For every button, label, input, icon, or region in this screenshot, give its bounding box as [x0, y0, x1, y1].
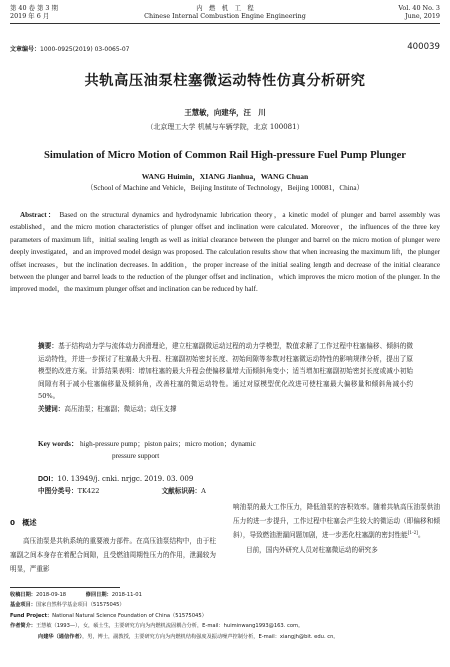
article-number-value: 1000-0925(2019) 03-0065-07 [40, 46, 130, 53]
footnotes [10, 590, 440, 642]
fund-en-text: National Natural Science Foundation of China（51575045） [52, 612, 207, 619]
fund-en-label: Fund Project： [10, 612, 53, 619]
keywords-en-label: Key words： [38, 440, 79, 448]
keywords-zh-text: 高压油泵；柱塞副；微运动；动压支撑 [64, 404, 177, 413]
body-right-column [233, 500, 440, 557]
abstract-en-text: Based on the structural dynamics and hydrodynamic lubrication theory，a kinetic model of plunger and barrel assembly was established，and the micro motion characteristics of plunger offset and inclination were calculated. Moreover，the influences of the three key parameters of maximum lift，initial sealing length as well as initial clearance between the plunger and barrel on the micro motion of plunger were deeply investigated，and an improved model design was proposed. The calculation results show that when increasing the maximum lift，the plunger offset increases，but the inclination decreases. In addition，the proper increase of the initial sealing length and decrease of the initial clearance between the plunger and barrel leads to the reduction of the plunger offset and inclination，which improves the micro motion of the plunger. In the improved model，the maximum plunger offset and inclination can be reduced by half. [10, 211, 440, 294]
footnote-fund [10, 600, 440, 610]
header-center [0, 4, 450, 20]
authors-zh: 王慧敏，向建华，汪 川 [184, 108, 266, 117]
header-date-zh: 2019 年 6 月 [10, 12, 50, 20]
header-right [398, 4, 440, 20]
clc-value: TK422 [77, 487, 100, 495]
journal-name-en: Chinese Internal Combustion Engine Engineering [144, 12, 306, 20]
abstract-en-label: Abstract： [20, 211, 57, 219]
footnote-dates [10, 590, 440, 600]
header-rule [10, 23, 440, 24]
doi-value: 10. 13949/j. cnki. nrjgc. 2019. 03. 009 [57, 475, 194, 483]
fund-label: 基金项目： [10, 602, 36, 609]
body-left-column: 高压油泵是共轨系统的重要液力部件。在高压油泵结构中，由于柱塞副之间本身存在着配合间隙，且受燃油周期性压力的作用，泄漏较为明显，严重影 [10, 537, 216, 574]
article-code: 400039 [407, 42, 440, 52]
abstract-zh-block [38, 340, 413, 416]
header-volume: 第 40 卷 第 3 期 [10, 4, 58, 12]
keywords-zh-label: 关键词： [38, 404, 65, 413]
author-label: 作者简介： [10, 623, 36, 630]
received-label: 收稿日期： [10, 592, 36, 598]
doc-code-label: 文献标识码： [161, 487, 202, 495]
keywords-en [38, 438, 413, 463]
keywords-zh [38, 403, 413, 416]
affiliation-zh: （北京理工大学 机械与车辆学院，北京 100081） [146, 123, 304, 131]
article-number-label: 文章编号： [10, 46, 41, 53]
abstract-zh-text: 基于结构动力学与流体动力润滑理论，建立柱塞副微运动过程的动力学模型，数值求解了工作过程中柱塞偏移、倾斜的微运动特性，并进一步探讨了柱塞最大升程、柱塞副初始密封长度、初始间隙等参数对柱塞微运动特性的影响规律分析，提出了原模型的改进方案。计算结果表明：增加柱塞的最大升程会使偏移量增大而倾斜角变小；适当增加柱塞副初始密封长度或减小初始间隙有利于减小柱塞偏移量及倾斜角，改善柱塞的微运动特性。通过对原模型优化改进可使柱塞最大偏移量和倾斜角减小约 50%。 [38, 342, 414, 401]
article-number [10, 44, 129, 53]
keywords-en-line1: high-pressure pump；piston pairs；micro motion；dynamic [79, 440, 256, 448]
doc-code-value: A [201, 487, 206, 495]
body-right-paragraph-1 [233, 500, 440, 543]
affiliation-en: （School of Machine and Vehicle，Beijing Institute of Technology，Beijing 100081，China） [86, 184, 364, 192]
clc-label: 中图分类号： [38, 487, 78, 495]
header-date-en: June, 2019 [405, 12, 440, 20]
keywords-en-line2: pressure support [112, 452, 160, 461]
authors-en: WANG Huimin，XIANG Jianhua，WANG Chuan [141, 172, 309, 181]
footnote-author [10, 621, 440, 631]
title-zh: 共轨高压油泵柱塞微运动特性仿真分析研究 [84, 73, 366, 89]
revised-date: 2018-11-01 [111, 592, 142, 598]
abstract-en [10, 209, 440, 296]
section-heading: 0 概述 [10, 518, 37, 527]
corresponding-label: 向建华（通信作者） [38, 633, 83, 640]
author-text: 王慧敏（1993—），女，硕士生，主要研究方向为内燃机流固耦合分析，E-mail：huiminwang1993@163. com。 [35, 623, 304, 630]
corresponding-text: ，男，博士，副教授，主要研究方向为内燃机结构强度及振动噪声控制分析，E-mail：xiangjh@bit. edu. cn。 [82, 633, 339, 640]
abstract-zh-label: 摘要： [38, 342, 59, 350]
classification [38, 486, 413, 497]
doi-label: DOI： [38, 476, 58, 483]
footnote-rule [10, 587, 120, 588]
abstract-zh [38, 340, 413, 403]
body-right-p1-text: 响油泵的最大工作压力，降低油泵的容积效率。随着共轨高压油泵供油压力的进一步提升，工作过程中柱塞会产生较大的微运动（即偏移和倾斜），导致燃油泄漏问题加剧，进一步恶化柱塞副的密封性能 [233, 503, 440, 540]
doi [38, 474, 413, 485]
fund-text: 国家自然科学基金项目（51575045） [35, 602, 125, 609]
journal-name-zh: 内 燃 机 工 程 [196, 4, 254, 12]
header-volume-en: Vol. 40 No. 3 [398, 4, 440, 12]
body-right-paragraph-2: 目前，国内外研究人员对柱塞微运动的研究多 [246, 545, 378, 554]
body-right-p1-end: 。 [417, 531, 425, 540]
received-date: 2018-09-18 [35, 592, 67, 598]
citation-ref[interactable]: [1-2] [407, 531, 418, 537]
title-en: Simulation of Micro Motion of Common Rail High-pressure Fuel Pump Plunger [44, 150, 406, 161]
revised-label: 修回日期： [85, 592, 112, 598]
footnote-corresponding [10, 632, 440, 642]
footnote-fund-en [10, 611, 440, 621]
